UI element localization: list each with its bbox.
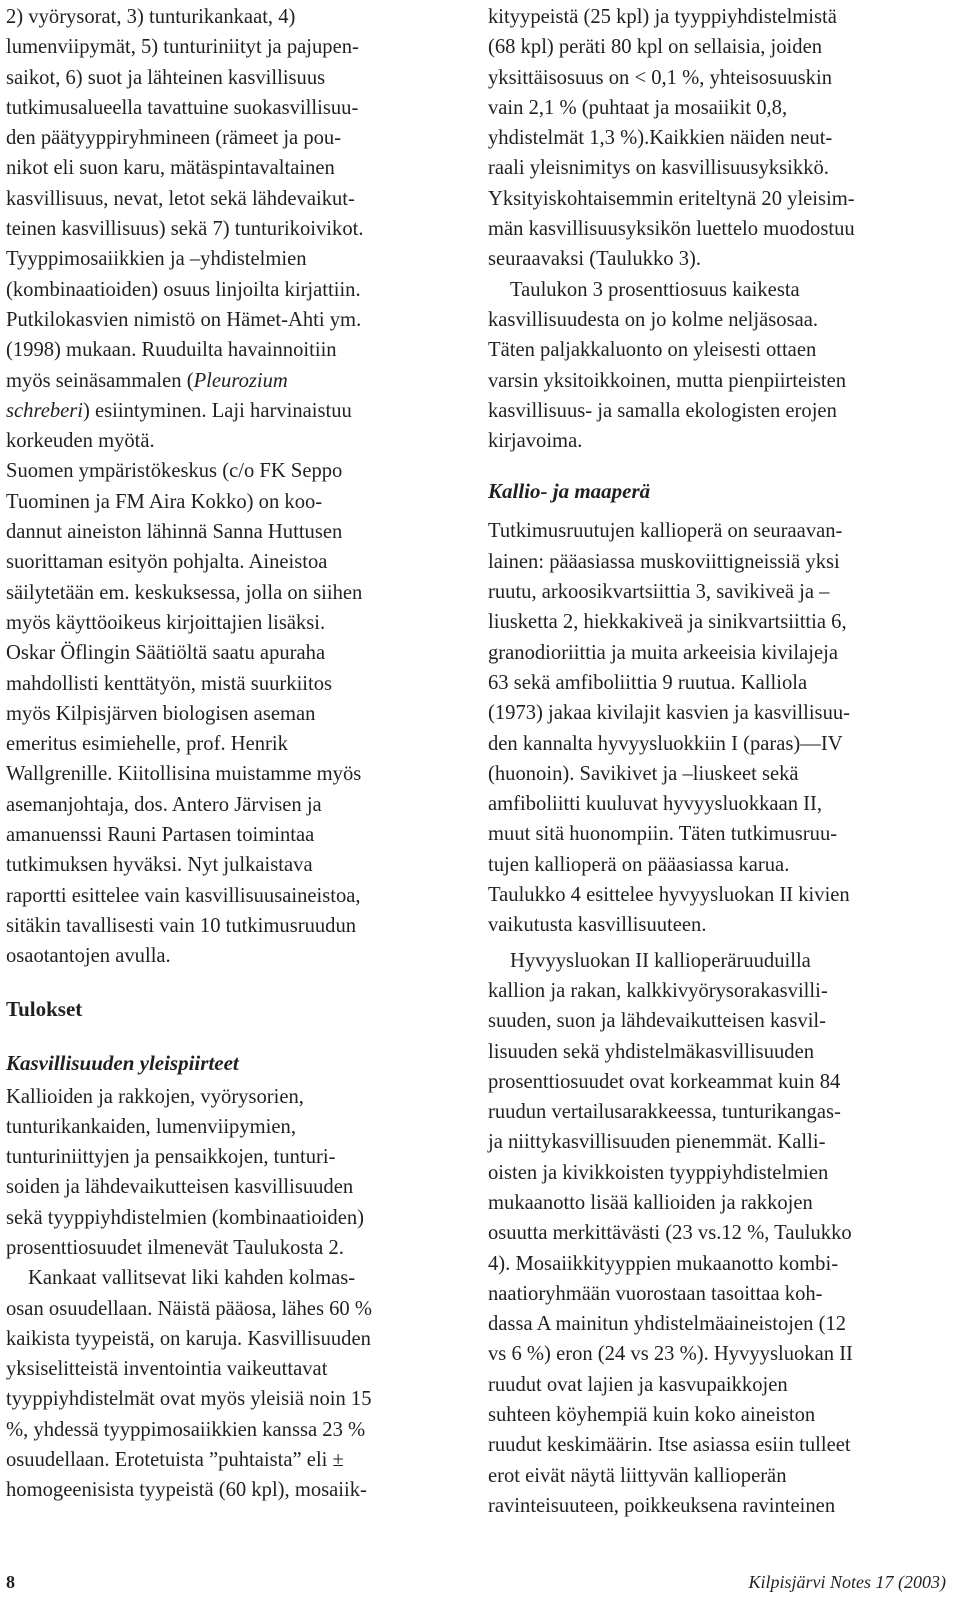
species-name: Pleurozium <box>193 369 288 392</box>
paragraph-units: kityypeistä (25 kpl) ja tyyppiyhdistelmistä (68 kpl) peräti 80 kpl on sellaisia, joiden yksittäisosuus on < 0,1 %, yhteisosuuskin vain 2,1 % (puhtaat ja mosaiikit 0,8, yhdistelmät 1,3 %).Kaikkien näiden neut- raali yleisnimitys on kasvillisuusyksikkö. Yksityiskohtaisemmin eriteltynä 20 yleisim- män kasvillisuusyksikön luettelo muodostuu seuraavaksi (Taulukko 3). <box>488 6 855 271</box>
paragraph-methods-end: 2) vyörysorat, 3) tunturikankaat, 4) lumenviipymät, 5) tunturiniityt ja pajupen- saikot, 6) suot ja lähteinen kasvillisuus tutkimusalueella tavattuine suokasvillisuu- den päätyyppiryhmineen (rämeet ja pou- nikot eli suon karu, mätäspintavaltainen kasvillisuus, nevat, letot sekä lähdevaikut- teinen kasvillisuus) sekä 7) tunturikoivikot. Tyyppimosaiikkien ja –yhdistelmien (kombinaatioiden) osuus linjoilta kirjattiin. Putkilokasvien nimistö on Hämet-Ahti ym. (1998) mukaan. Ruuduilta havainnoitiin myös seinäsammalen (Pleurozium schreberi) esiintyminen. Laji harvinaistuu korkeuden myötä. <box>6 6 364 453</box>
subsection-heading-bedrock: Kallio- ja maaperä <box>488 479 651 504</box>
page-number: 8 <box>6 1572 15 1592</box>
paragraph-acknowledgements: Suomen ympäristökeskus (c/o FK Seppo Tuominen ja FM Aira Kokko) on koo- dannut aineiston lähinnä Sanna Huttusen suorittaman esityön pohjalta. Aineistoa säilytetään em. keskuksessa, jolla on siihen myös käyttöoikeus kirjoittajien lisäksi. Oskar Öflingin Säätiöltä saatu apuraha mahdollisti kenttätyön, mistä suurkiitos myös Kilpisjärven biologisen aseman emeritus esimiehelle, prof. Henrik Wallgrenille. Kiitollisina muistamme myös asemanjohtaja, dos. Antero Järvisen ja amanuenssi Rauni Partasen toimintaa tutkimuksen hyväksi. Nyt julkaistava raportti esittelee vain kasvillisuusaineistoa, sitäkin tavallisesti vain 10 tutkimusruudun osaotantojen avulla. <box>6 460 363 968</box>
paragraph-table3: Taulukon 3 prosenttiosuus kaikesta kasvillisuudesta on jo kolme neljäsosaa. Täten paljakkaluonto on yleisesti ottaen varsin yksitoikkoinen, mutta pienpiirteisten kasvillisuus- ja samalla ekologisten erojen kirjavoima. <box>488 278 847 453</box>
left-column <box>6 0 444 1506</box>
paragraph-bedrock-2: Hyvyysluokan II kallioperäruuduilla kallion ja rakan, kalkkivyörysorakasvilli- suuden, suon ja lähdevaikutteisen kasvil- lisuuden sekä yhdistelmäkasvillisuuden prosenttiosuudet ovat korkeammat kuin 84 ruudun vertailusarakkeessa, tunturikangas- ja niittykasvillisuuden pienemmät. Kalli- oisten ja kivikkoisten tyyppiyhdistelmien mukaanotto lisää kallioiden ja rakkojen osuutta merkittävästi (23 vs.12 %, Taulukko 4). Mosaiikkityyppien mukaanotto kombi- naatioryhmään vuorostaan tasoittaa koh- dassa A mainitun yhdistelmäaineistojen (12 vs 6 %) eron (24 vs 23 %). Hyvyysluokan II ruudut ovat lajien ja kasvupaikkojen suhteen köyhempiä kuin koko aineiston ruudut keskimäärin. Itse asiassa esiin tulleet erot eivät näytä liittyvän kallioperän ravinteisuuteen, poikkeuksena ravinteinen <box>488 949 853 1517</box>
section-heading-results: Tulokset <box>6 996 83 1021</box>
journal-reference: Kilpisjärvi Notes 17 (2003) <box>748 1572 946 1592</box>
subsection-heading-general: Kasvillisuuden yleispiirteet <box>6 1050 239 1075</box>
right-column <box>488 0 948 1521</box>
species-name: schreberi <box>6 399 84 422</box>
paragraph-bedrock-1: Tutkimusruutujen kallioperä on seuraavan- lainen: pääasiassa muskoviittigneissiä yksi ruutu, arkoosikvartsiittia 3, savikiveä ja – liusketta 2, hiekkakiveä ja sinikvartsiittia 6, granodioriittia ja muita arkeeisia kivilajeja 63 sekä amfiboliittia 9 ruutua. Kalliola (1973) jakaa kivilajit kasvien ja kasvillisuu- den kannalta hyvyysluokkiin I (paras)—IV (huonoin). Savikivet ja –liuskeet sekä amfiboliitti kuuluvat hyvyysluokkaan II, muut sitä huonompiin. Täten tutkimusruu- tujen kallioperä on pääasiassa karua. Taulukko 4 esittelee hyvyysluokan II kivien vaikutusta kasvillisuuteen. <box>488 520 851 937</box>
paragraph-general-1: Kallioiden ja rakkojen, vyörysorien, tunturikankaiden, lumenviipymien, tunturiniittyjen ja pensaikkojen, tunturi- soiden ja lähdevaikutteisen kasvillisuuden sekä tyyppiyhdistelmien (kombinaatioiden) prosenttiosuudet ilmenevät Taulukosta 2. <box>6 1085 365 1259</box>
paragraph-general-2: Kankaat vallitsevat liki kahden kolmas- osan osuudellaan. Näistä pääosa, lähes 60 % kaikista tyypeistä, on karuja. Kasvillisuuden yksiselitteistä inventointia vaikeuttavat tyyppiyhdistelmät ovat myös yleisiä noin 15 %, yhdessä tyyppimosaiikkien kanssa 23 % osuudellaan. Erotetuista ”puhtaista” eli ± homogeenisista tyypeistä (60 kpl), mosaiik- <box>6 1267 373 1502</box>
